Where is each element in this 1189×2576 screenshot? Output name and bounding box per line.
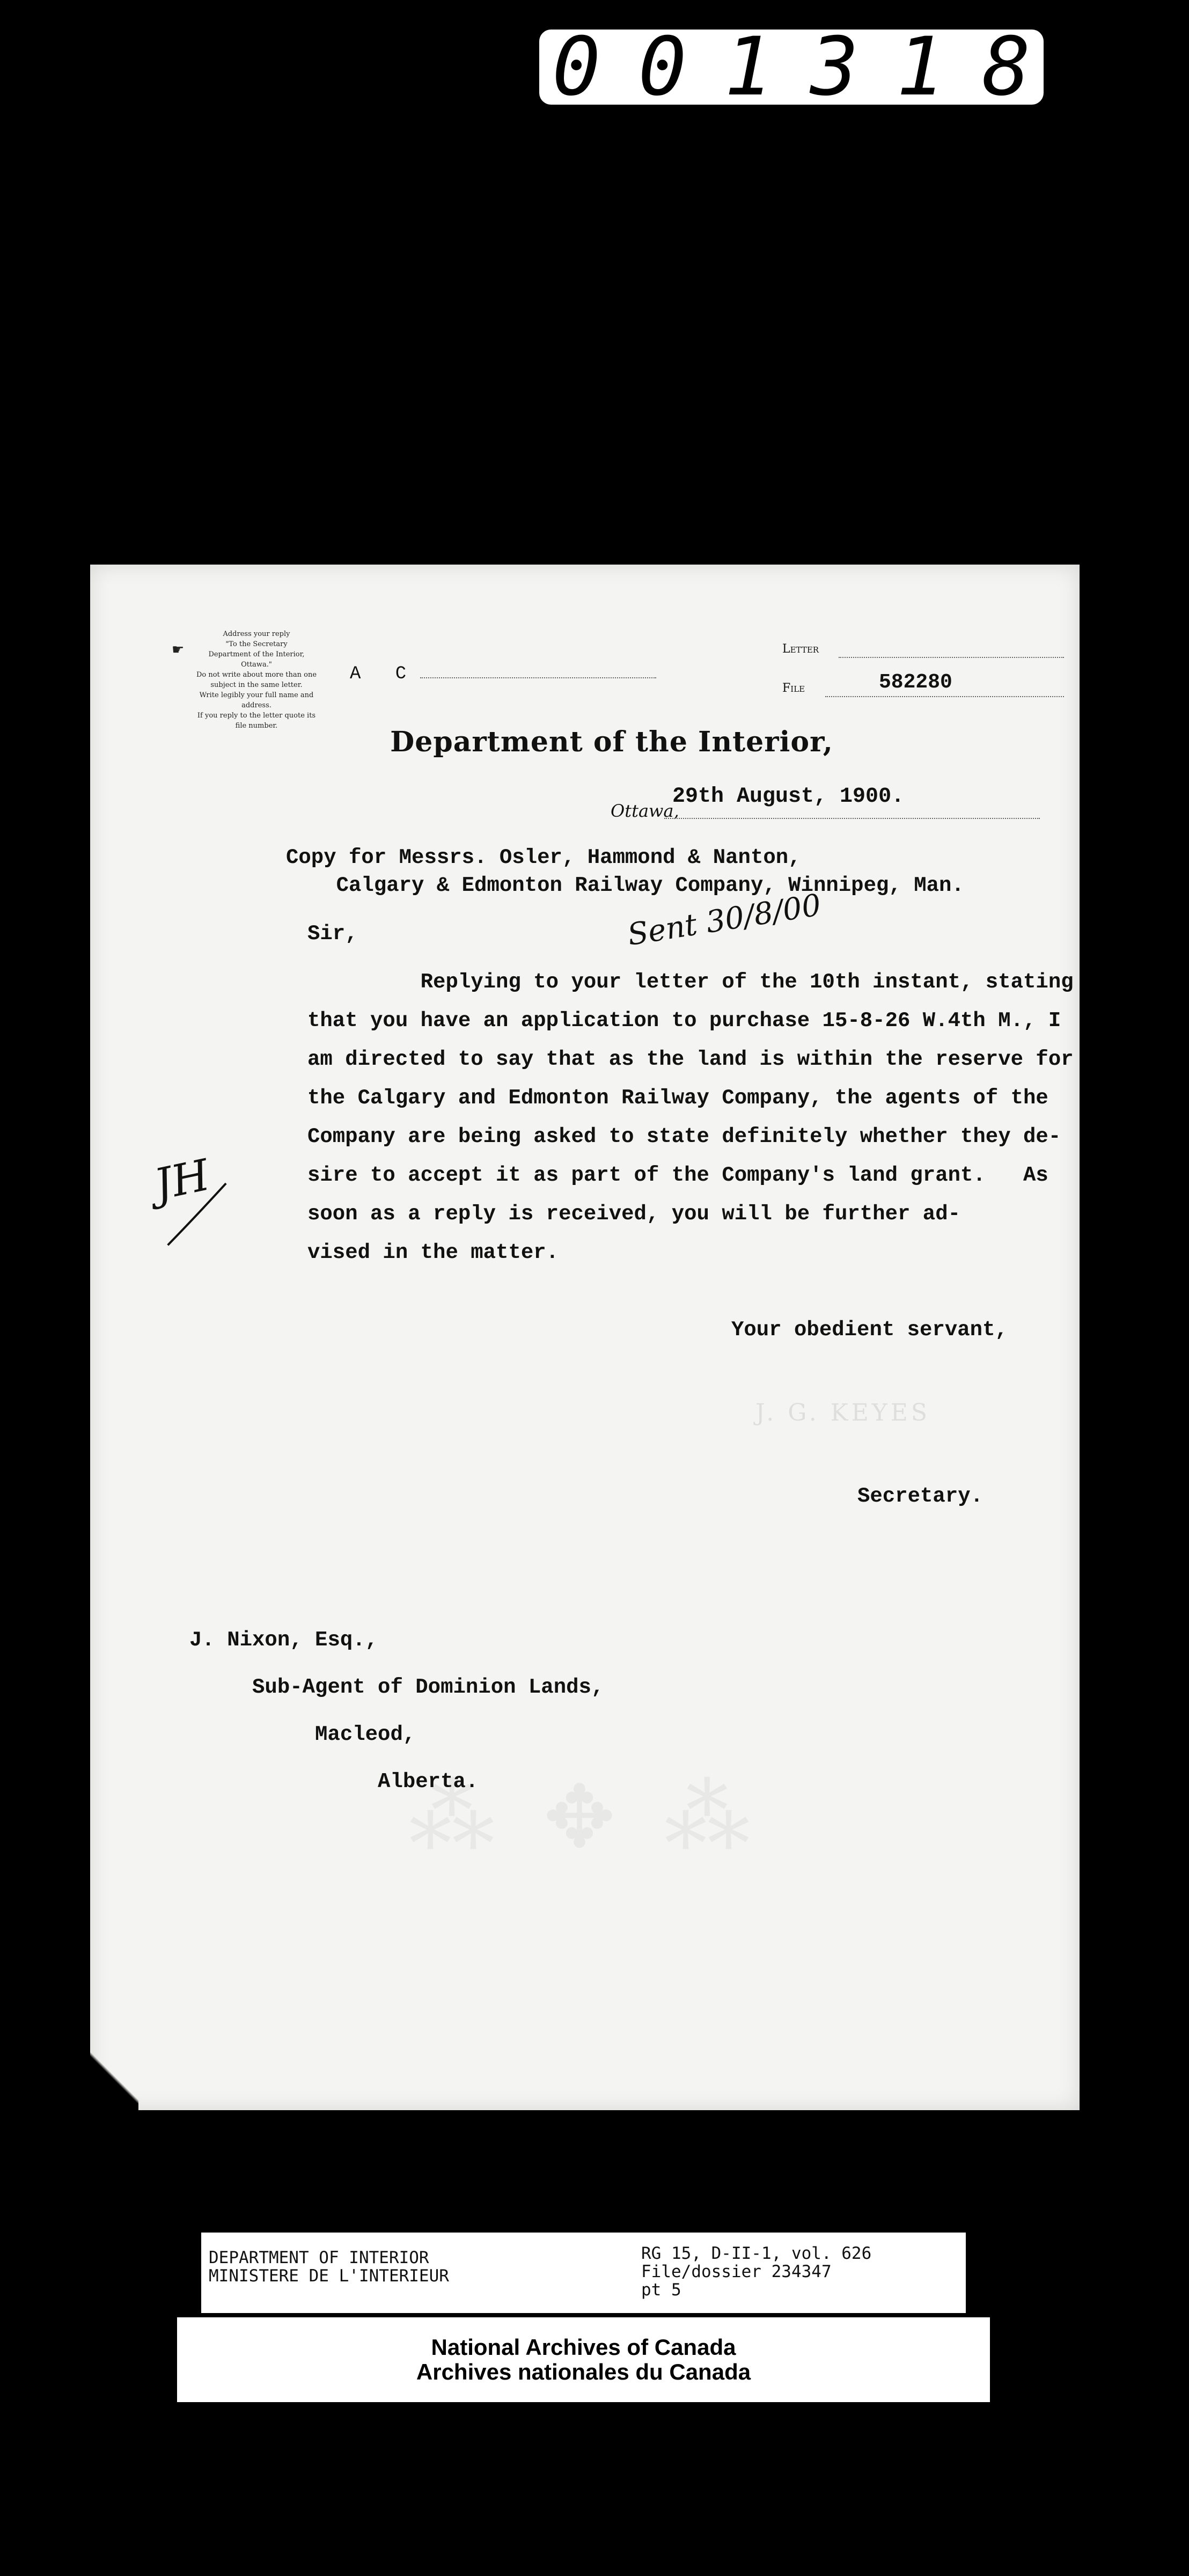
file-part: pt 5: [641, 2280, 681, 2300]
department-en: DEPARTMENT OF INTERIOR: [209, 2248, 429, 2267]
letterhead: Department of the Interior,: [390, 726, 833, 758]
recipient-line: Sub-Agent of Dominion Lands,: [189, 1675, 604, 1699]
archive-reference-label: [201, 2233, 966, 2313]
frame-number: 001318: [552, 20, 1068, 114]
letter-ref-label: Letter: [782, 642, 819, 656]
instruction-line: Department of the Interior,: [208, 650, 305, 658]
instruction-line: If you reply to the letter quote its: [197, 712, 316, 720]
bleed-through-watermark: ⁂ ✥ ⁂: [409, 1767, 761, 1867]
archives-banner: [177, 2317, 990, 2402]
recipient-line: J. Nixon, Esq.,: [189, 1628, 378, 1652]
copy-note: [286, 844, 964, 899]
address-instructions-stamp: [172, 629, 337, 731]
signatory-stamp: J. G. KEYES: [755, 1399, 931, 1426]
ac-mark: A C: [350, 664, 419, 684]
body-line: sire to accept it as part of the Company's land grant. As: [307, 1163, 1048, 1187]
recipient-line: Alberta.: [189, 1770, 479, 1794]
archive-reference: [641, 2244, 871, 2299]
instruction-line: address.: [241, 701, 271, 709]
body-line: the Calgary and Edmonton Railway Company, the agents of the: [307, 1086, 1048, 1110]
instruction-line: Ottawa.": [241, 661, 272, 669]
instruction-line: Address your reply: [223, 630, 290, 638]
pointing-hand-icon: ☛: [172, 642, 185, 658]
file-ref-line: [825, 696, 1064, 697]
recipient-line: Macleod,: [189, 1723, 416, 1746]
letter-ref-line: [839, 657, 1064, 658]
body-line: Replying to your letter of the 10th instant, stating: [307, 970, 1074, 994]
body-line: vised in the matter.: [307, 1241, 559, 1264]
handwritten-sent-note: Sent 30/8/00: [625, 887, 824, 953]
instruction-line: Write legibly your full name and: [199, 691, 314, 699]
file-dossier: File/dossier 234347: [641, 2262, 832, 2281]
copy-note-line: Copy for Messrs. Osler, Hammond & Nanton,: [286, 846, 801, 869]
letter-date: 29th August, 1900.: [672, 785, 905, 809]
instruction-line: Do not write about more than one: [196, 671, 317, 679]
archives-name-en: National Archives of Canada: [431, 2334, 736, 2360]
signatory-title: Secretary.: [857, 1484, 984, 1508]
file-number: 582280: [879, 671, 952, 694]
ac-dotted-line: [420, 677, 656, 678]
archives-name-fr: Archives nationales du Canada: [416, 2359, 751, 2384]
margin-initials: [150, 1150, 214, 1210]
archive-department: [209, 2249, 449, 2285]
body-line: am directed to say that as the land is within the reserve for: [307, 1048, 1074, 1071]
body-line: that you have an application to purchase 15-8-26 W.4th M., I: [307, 1009, 1061, 1033]
frame-number-label: [539, 20, 1068, 114]
instruction-line: "To the Secretary: [225, 640, 288, 648]
copy-note-line: Calgary & Edmonton Railway Company, Winnipeg, Man.: [286, 874, 964, 897]
body-line: Company are being asked to state definitely whether they de-: [307, 1125, 1061, 1148]
closing: Your obedient servant,: [731, 1318, 1008, 1342]
letter-sheet: [90, 565, 1080, 2110]
instruction-line: subject in the same letter.: [210, 681, 303, 689]
sheet-corner-shadow: [90, 2046, 138, 2110]
instruction-line: file number.: [235, 722, 278, 730]
record-group: RG 15, D-II-1, vol. 626: [641, 2244, 872, 2263]
file-ref-label: File: [782, 682, 805, 695]
place-label: Ottawa,: [611, 801, 679, 821]
margin-initials-text: JH: [150, 1150, 214, 1210]
salutation: Sir,: [307, 922, 358, 946]
department-fr: MINISTERE DE L'INTERIEUR: [209, 2266, 449, 2286]
letter-body: [307, 963, 1074, 1272]
date-dotted-line: [664, 818, 1040, 819]
body-line: soon as a reply is received, you will be further ad-: [307, 1202, 960, 1226]
